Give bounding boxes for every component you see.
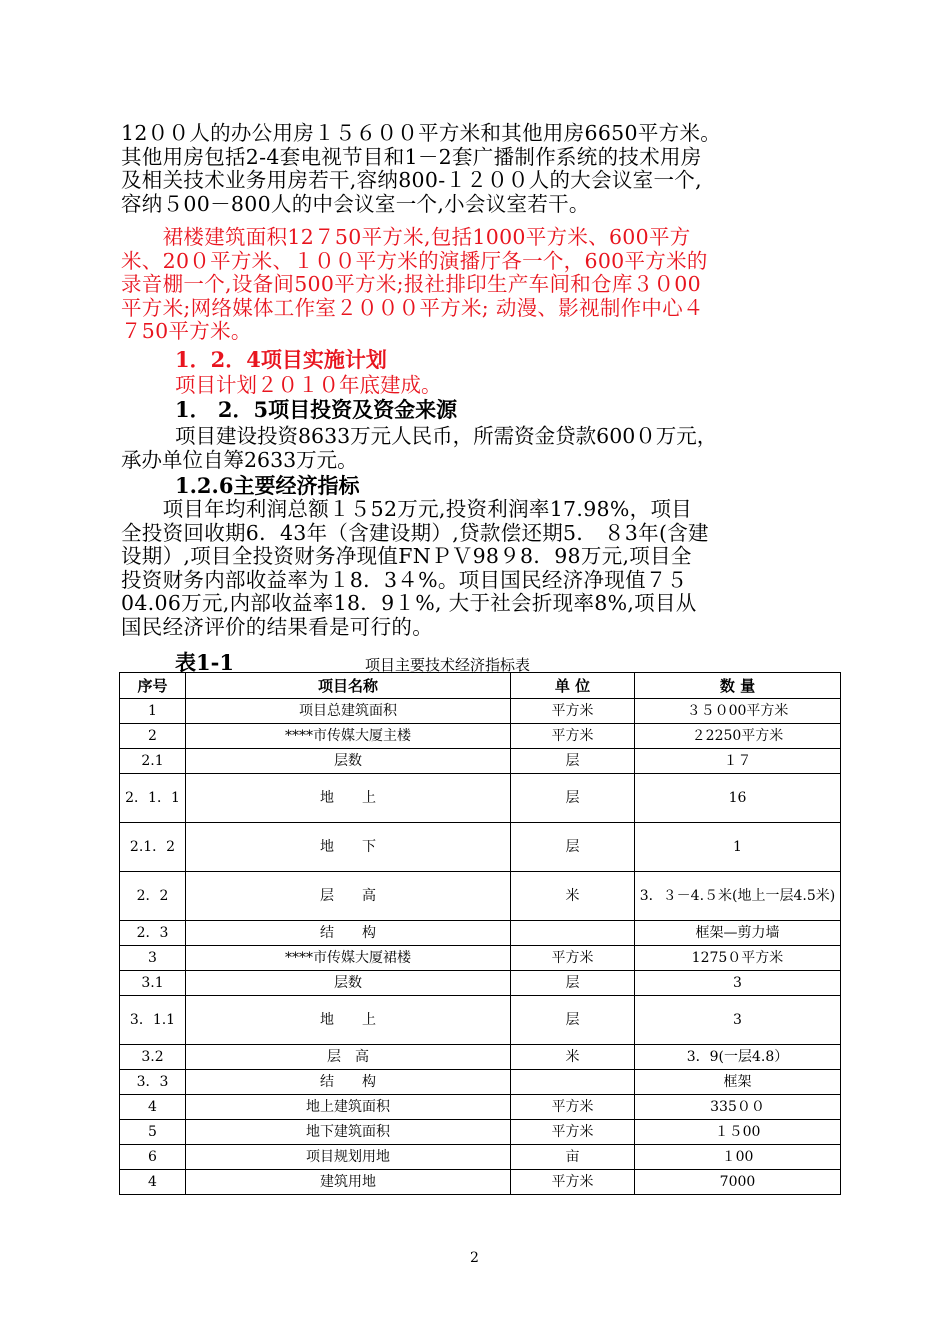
- text-line: 04.06万元,内部收益率18．9１%, 大于社会折现率8%,项目从: [121, 592, 697, 616]
- paragraph-podium-building: [121, 226, 843, 344]
- table-row: [120, 1120, 841, 1145]
- cell-index: 4: [120, 1170, 186, 1195]
- text-line: 12００人的办公用房１５６００平方米和其他用房6650平方米。: [121, 122, 722, 145]
- table-row: [120, 1045, 841, 1070]
- cell-index: 5: [120, 1120, 186, 1145]
- text-line: 全投资回收期6．43年（含建设期）,贷款偿还期5． ８3年(含建: [121, 521, 709, 545]
- column-header: 单 位: [511, 673, 635, 699]
- section-heading-1-2-6: 1.2.6主要经济指标: [175, 473, 360, 498]
- cell-quantity: 1275０平方米: [635, 946, 841, 971]
- cell-index: 3.2: [120, 1045, 186, 1070]
- cell-quantity: １５00: [635, 1120, 841, 1145]
- cell-quantity: 16: [635, 774, 841, 823]
- cell-item: 层 高: [186, 872, 511, 921]
- cell-item: 层 高: [186, 1045, 511, 1070]
- text-line: 国民经济评价的结果看是可行的。: [121, 615, 433, 639]
- cell-index: 2: [120, 724, 186, 749]
- cell-quantity: 7000: [635, 1170, 841, 1195]
- column-header: 数 量: [635, 673, 841, 699]
- cell-item: 地上建筑面积: [186, 1095, 511, 1120]
- text-line: 录音棚一个,设备间500平方米;报社排印生产车间和仓库３０00: [121, 273, 701, 297]
- section-heading-1-2-4: 1．2．4项目实施计划: [175, 347, 387, 372]
- cell-unit: [511, 921, 635, 946]
- cell-quantity: ２2250平方米: [635, 724, 841, 749]
- paragraph-economic-indicators: [121, 498, 843, 640]
- cell-index: 3: [120, 946, 186, 971]
- cell-unit: 平方米: [511, 1095, 635, 1120]
- cell-quantity: 1: [635, 823, 841, 872]
- cell-unit: 米: [511, 1045, 635, 1070]
- cell-item: 地 上: [186, 774, 511, 823]
- cell-unit: 层: [511, 971, 635, 996]
- table-row: [120, 1170, 841, 1195]
- cell-unit: 平方米: [511, 699, 635, 724]
- table-row: [120, 699, 841, 724]
- paragraph-main-building: [121, 122, 843, 216]
- cell-quantity: 3: [635, 971, 841, 996]
- text-line: 其他用房包括2-4套电视节目和1－2套广播制作系统的技术用房: [121, 145, 702, 169]
- table-row: [120, 921, 841, 946]
- table-row: [120, 724, 841, 749]
- table-row: [120, 774, 841, 823]
- cell-index: 3.1: [120, 971, 186, 996]
- cell-quantity: 框架: [635, 1070, 841, 1095]
- cell-item: 地 上: [186, 996, 511, 1045]
- cell-unit: 层: [511, 774, 635, 823]
- cell-item: 项目总建筑面积: [186, 699, 511, 724]
- column-header: 序号: [120, 673, 186, 699]
- text-line: 及相关技术业务用房若干,容纳800-１２００人的大会议室一个,: [121, 169, 702, 193]
- cell-item: 项目规划用地: [186, 1145, 511, 1170]
- text-line: 项目建设投资8633万元人民币，所需资金贷款600０万元，: [175, 424, 718, 448]
- table-row: [120, 996, 841, 1045]
- cell-quantity: 框架—剪力墙: [635, 921, 841, 946]
- text-line: 裙楼建筑面积12７50平方米,包括1000平方米、600平方: [121, 226, 691, 249]
- text-line: 平方米;网络媒体工作室２０００平方米; 动漫、影视制作中心４: [121, 296, 704, 320]
- table-row: [120, 749, 841, 774]
- text-line: 容纳５00－800人的中会议室一个,小会议室若干。: [121, 192, 590, 216]
- cell-index: 2．2: [120, 872, 186, 921]
- cell-unit: 亩: [511, 1145, 635, 1170]
- cell-index: 2．1．1: [120, 774, 186, 823]
- page-number: 2: [470, 1250, 479, 1266]
- cell-index: 2.1．2: [120, 823, 186, 872]
- cell-item: 结 构: [186, 921, 511, 946]
- text-line: 米、20０平方米、１００平方米的演播厅各一个，600平方米的: [121, 249, 708, 273]
- cell-index: 3．3: [120, 1070, 186, 1095]
- cell-quantity: １７: [635, 749, 841, 774]
- cell-unit: 平方米: [511, 946, 635, 971]
- cell-unit: 层: [511, 823, 635, 872]
- cell-index: 1: [120, 699, 186, 724]
- cell-index: 6: [120, 1145, 186, 1170]
- cell-unit: 平方米: [511, 1170, 635, 1195]
- cell-index: 2.1: [120, 749, 186, 774]
- cell-item: 地 下: [186, 823, 511, 872]
- cell-item: 建筑用地: [186, 1170, 511, 1195]
- table-row: [120, 1145, 841, 1170]
- table-title: 项目主要技术经济指标表: [365, 656, 531, 674]
- text-line: ７50平方米。: [121, 320, 252, 344]
- table-row: [120, 946, 841, 971]
- table-label: 表1-1: [175, 650, 234, 675]
- cell-quantity: ３５０00平方米: [635, 699, 841, 724]
- cell-item: 层数: [186, 971, 511, 996]
- table-row: [120, 1095, 841, 1120]
- cell-unit: 米: [511, 872, 635, 921]
- column-header: 项目名称: [186, 673, 511, 699]
- table-header-row: [120, 673, 841, 699]
- cell-quantity: 3．9(一层4.8）: [635, 1045, 841, 1070]
- cell-quantity: 3．３－4.５米(地上一层4.5米): [635, 872, 841, 921]
- cell-index: 2．3: [120, 921, 186, 946]
- table-row: [120, 823, 841, 872]
- cell-unit: 层: [511, 749, 635, 774]
- cell-unit: 平方米: [511, 724, 635, 749]
- section-heading-1-2-5: 1． 2．5项目投资及资金来源: [175, 397, 458, 422]
- cell-item: ****市传媒大厦主楼: [186, 724, 511, 749]
- indicator-table: [119, 672, 841, 1195]
- cell-item: 地下建筑面积: [186, 1120, 511, 1145]
- cell-quantity: 3: [635, 996, 841, 1045]
- table-row: [120, 1070, 841, 1095]
- text-line: 承办单位自筹2633万元。: [121, 448, 358, 472]
- cell-index: 3．1.1: [120, 996, 186, 1045]
- cell-unit: 平方米: [511, 1120, 635, 1145]
- section-text-1-2-4: 项目计划２０１０年底建成。: [175, 373, 442, 397]
- text-line: 投资财务内部收益率为１8．3４%。项目国民经济净现值７５: [121, 568, 688, 592]
- cell-unit: 层: [511, 996, 635, 1045]
- cell-index: 4: [120, 1095, 186, 1120]
- cell-unit: [511, 1070, 635, 1095]
- table-row: [120, 971, 841, 996]
- text-line: 设期）,项目全投资财务净现值FNＰＶ98９8．98万元,项目全: [121, 545, 692, 569]
- text-line: 项目年均利润总额１５52万元,投资利润率17.98%，项目: [121, 498, 693, 521]
- cell-item: ****市传媒大厦裙楼: [186, 946, 511, 971]
- cell-item: 结 构: [186, 1070, 511, 1095]
- table-row: [120, 872, 841, 921]
- cell-item: 层数: [186, 749, 511, 774]
- cell-quantity: 335００: [635, 1095, 841, 1120]
- cell-quantity: １00: [635, 1145, 841, 1170]
